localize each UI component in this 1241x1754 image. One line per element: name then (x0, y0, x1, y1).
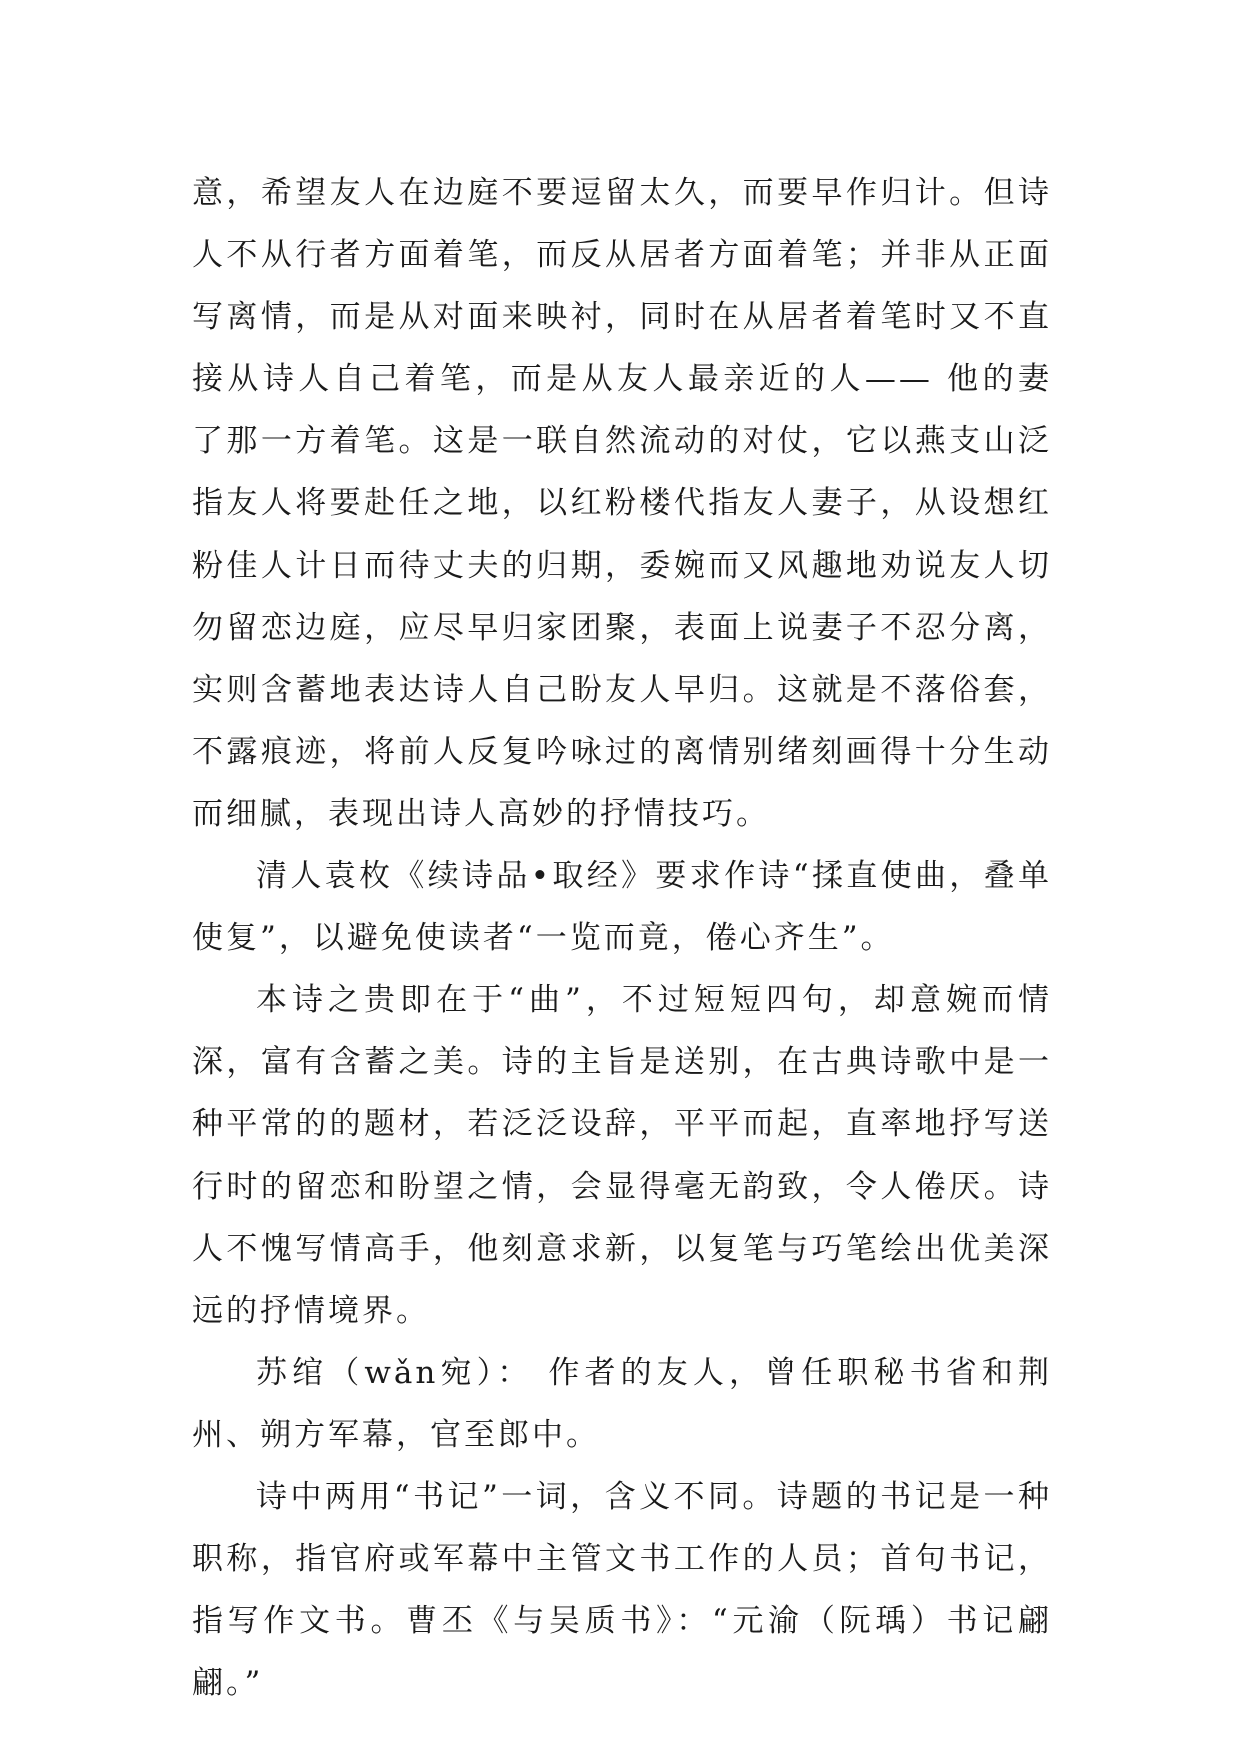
paragraph-su-wan-note: 苏绾（wǎn宛）： 作者的友人，曾任职秘书省和荆州、朔方军幕，官至郎中。 (192, 1354, 1052, 1453)
paragraph-yuan-mei-quote: 清人袁枚《续诗品•取经》要求作诗“揉直使曲，叠单使复”，以避免使读者“一览而竟，倦心齐生”。 (192, 858, 1052, 957)
paragraph-poem-analysis: 本诗之贵即在于“曲”，不过短短四句，却意婉而情深，富有含蓄之美。诗的主旨是送别，在古典诗歌中是一种平常的的题材，若泛泛设辞，平平而起，直率地抒写送行时的留恋和盼望之情，会显得毫无韵致，令人倦厌。诗人不愧写情高手，他刻意求新，以复笔与巧笔绘出优美深远的抒情境界。 (192, 982, 1052, 1329)
body-text (192, 162, 1052, 1714)
paragraph-shuji-note: 诗中两用“书记”一词，含义不同。诗题的书记是一种职称，指官府或军幕中主管文书工作的人员；首句书记，指写作文书。曹丕《与吴质书》：“元渝（阮瑀）书记翩翩。” (192, 1478, 1052, 1702)
paragraph-continuation: 意，希望友人在边庭不要逗留太久，而要早作归计。但诗人不从行者方面着笔，而反从居者方面着笔；并非从正面写离情，而是从对面来映衬，同时在从居者着笔时又不直接从诗人自己着笔，而是从友人最亲近的人—— 他的妻了那一方着笔。这是一联自然流动的对仗，它以燕支山泛指友人将要赴任之地，以红粉楼代指友人妻子，从设想红粉佳人计日而待丈夫的归期，委婉而又风趣地劝说友人切勿留恋边庭，应尽早归家团聚，表面上说妻子不忍分离，实则含蓄地表达诗人自己盼友人早归。这就是不落俗套，不露痕迹，将前人反复吟咏过的离情别绪刻画得十分生动而细腻，表现出诗人高妙的抒情技巧。 (192, 175, 1052, 832)
